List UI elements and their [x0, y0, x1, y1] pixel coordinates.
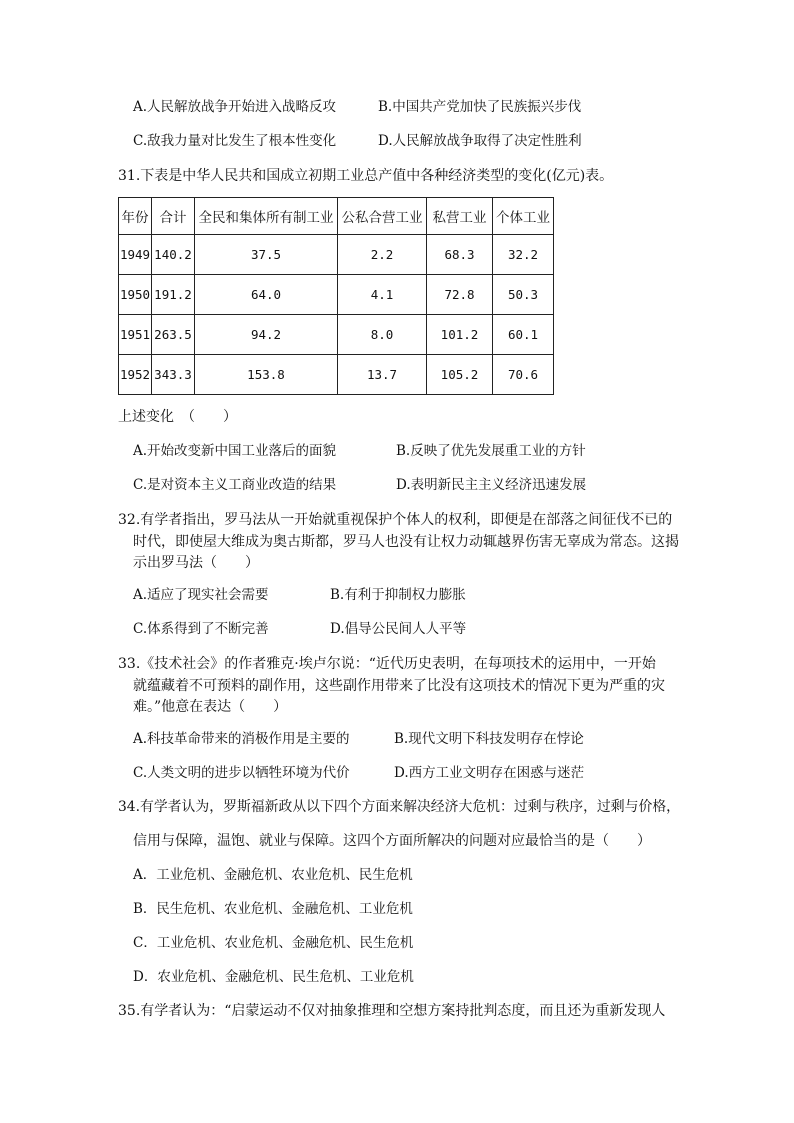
- q31-option-d: D.表明新民主主义经济迅速发展: [396, 477, 587, 493]
- table-header-cell: 全民和集体所有制工业: [195, 198, 338, 235]
- table-cell: 1950: [119, 275, 152, 315]
- table-cell: 72.8: [427, 275, 493, 315]
- table-cell: 101.2: [427, 315, 493, 355]
- table-cell: 50.3: [493, 275, 554, 315]
- q31-prompt: 上述变化 （ ）: [118, 409, 237, 425]
- table-header-cell: 合计: [152, 198, 195, 235]
- q32-option-b: B.有利于抑制权力膨胀: [330, 587, 466, 603]
- q30-option-d: D.人民解放战争取得了决定性胜利: [378, 133, 582, 149]
- table-header-cell: 公私合营工业: [338, 198, 427, 235]
- q31-data-table: [118, 197, 554, 395]
- table-cell: 343.3: [152, 355, 195, 395]
- table-row: [119, 275, 554, 315]
- table-cell: 191.2: [152, 275, 195, 315]
- q34-option-b: B．民生危机、农业危机、金融危机、工业危机: [133, 901, 413, 917]
- table-cell: 68.3: [427, 235, 493, 275]
- table-cell: 64.0: [195, 275, 338, 315]
- q33-option-c: C.人类文明的进步以牺牲环境为代价: [133, 765, 350, 781]
- table-cell: 1951: [119, 315, 152, 355]
- q34-option-a: A．工业危机、金融危机、农业危机、民生危机: [133, 867, 413, 883]
- q33-stem-line-1: 33.《技术社会》的作者雅克·埃卢尔说：“近代历史表明，在每项技术的运用中，一开始: [118, 656, 656, 672]
- q31-option-b: B.反映了优先发展重工业的方针: [396, 443, 586, 459]
- q34-option-d: D．农业危机、金融危机、民生危机、工业危机: [133, 969, 414, 985]
- table-cell: 70.6: [493, 355, 554, 395]
- q31-option-a: A.开始改变新中国工业落后的面貌: [133, 443, 337, 459]
- q32-stem-line-2: 时代，即使屋大维成为奥古斯都，罗马人也没有让权力动辄越界伤害无辜成为常态。这揭: [133, 534, 679, 550]
- q34-stem-line-1: 34.有学者认为，罗斯福新政从以下四个方面来解决经济大危机：过剩与秩序，过剩与价格，: [118, 799, 681, 815]
- table-row: [119, 355, 554, 395]
- table-cell: 32.2: [493, 235, 554, 275]
- q30-option-c: C.敌我力量对比发生了根本性变化: [133, 133, 337, 149]
- q32-option-a: A.适应了现实社会需要: [133, 587, 269, 603]
- q33-stem-line-3: 难。”他意在表达（ ）: [133, 699, 288, 715]
- q35-stem-line-1: 35.有学者认为：“启蒙运动不仅对抽象推理和空想方案持批判态度，而且还为重新发现人: [118, 1003, 666, 1019]
- q33-option-d: D.西方工业文明存在困惑与迷茫: [394, 765, 585, 781]
- q30-option-a: A.人民解放战争开始进入战略反攻: [133, 99, 337, 115]
- table-cell: 140.2: [152, 235, 195, 275]
- table-cell: 8.0: [338, 315, 427, 355]
- q34-stem-line-2: 信用与保障，温饱、就业与保障。这四个方面所解决的问题对应最恰当的是（ ）: [133, 833, 651, 849]
- table-cell: 105.2: [427, 355, 493, 395]
- q31-option-c: C.是对资本主义工商业改造的结果: [133, 477, 337, 493]
- table-cell: 60.1: [493, 315, 554, 355]
- table-header-cell: 个体工业: [493, 198, 554, 235]
- table-cell: 153.8: [195, 355, 338, 395]
- q34-option-c: C．工业危机、农业危机、金融危机、民生危机: [133, 935, 414, 951]
- q30-option-b: B.中国共产党加快了民族振兴步伐: [378, 99, 582, 115]
- table-cell: 1952: [119, 355, 152, 395]
- table-cell: 37.5: [195, 235, 338, 275]
- q33-option-a: A.科技革命带来的消极作用是主要的: [133, 731, 350, 747]
- table-header-cell: 私营工业: [427, 198, 493, 235]
- table-row: [119, 235, 554, 275]
- table-cell: 2.2: [338, 235, 427, 275]
- q32-option-d: D.倡导公民间人人平等: [330, 621, 467, 637]
- table-header-row: [119, 198, 554, 235]
- q33-option-b: B.现代文明下科技发明存在悖论: [394, 731, 584, 747]
- table-row: [119, 315, 554, 355]
- q33-stem-line-2: 就蕴藏着不可预料的副作用，这些副作用带来了比没有这项技术的情况下更为严重的灾: [133, 678, 665, 694]
- q32-option-c: C.体系得到了不断完善: [133, 621, 269, 637]
- table-cell: 4.1: [338, 275, 427, 315]
- table-cell: 1949: [119, 235, 152, 275]
- q32-stem-line-1: 32.有学者指出，罗马法从一开始就重视保护个体人的权利，即便是在部落之间征伐不已的: [118, 512, 673, 528]
- q31-stem: 31.下表是中华人民共和国成立初期工业总产值中各种经济类型的变化(亿元)表。: [118, 168, 614, 184]
- table-cell: 263.5: [152, 315, 195, 355]
- q32-stem-line-3: 示出罗马法（ ）: [133, 555, 259, 571]
- table-header-cell: 年份: [119, 198, 152, 235]
- table-cell: 94.2: [195, 315, 338, 355]
- table-cell: 13.7: [338, 355, 427, 395]
